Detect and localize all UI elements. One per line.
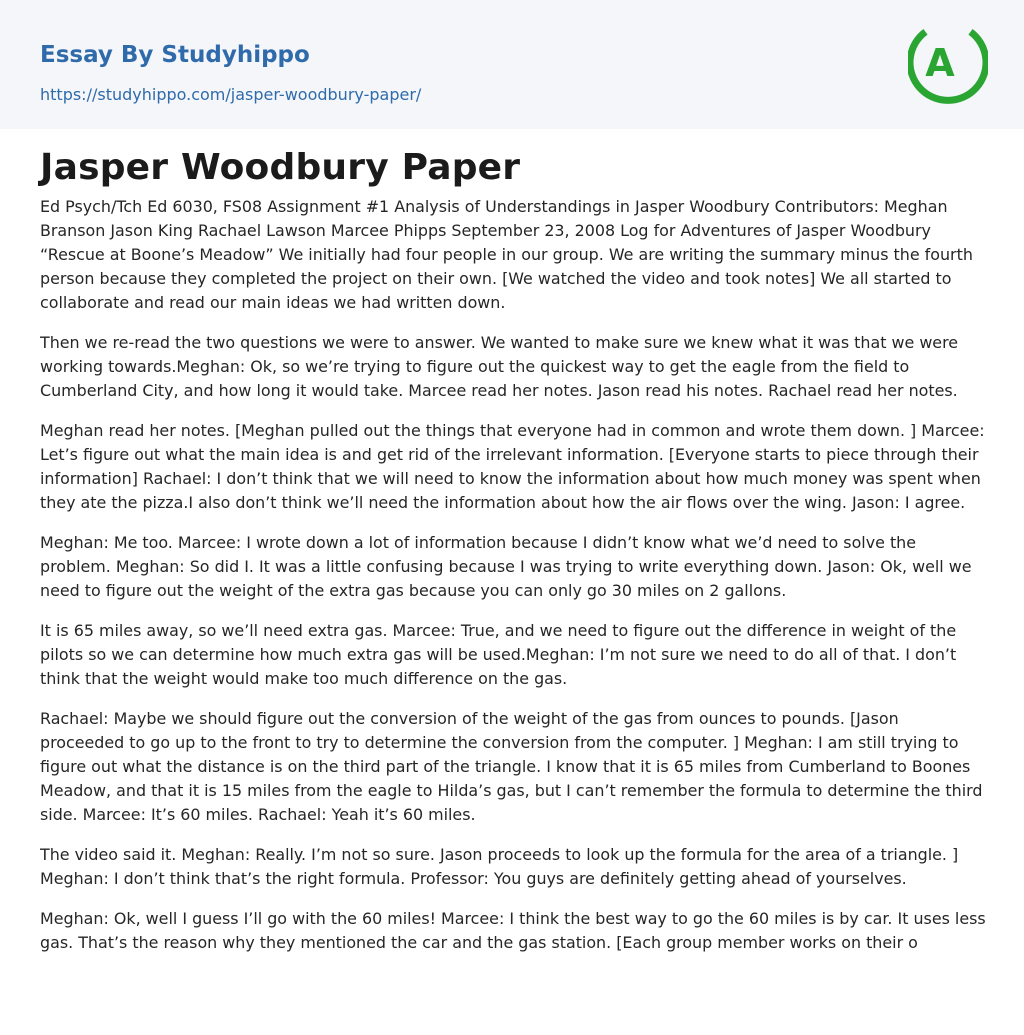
paragraph: Ed Psych/Tch Ed 6030, FS08 Assignment #1 Analysis of Understandings in Jasper Woodbury Contributors: Meghan Branson Jason King Rachael Lawson Marcee Phipps September 23, 2008 Log for Adventures of Jasper Woodbury “Rescue at Boone’s Meadow” We initially had four people in our group. We are writing the summary minus the fourth person because they completed the project on their own. [We watched the video and took notes] We all started to collaborate and read our main ideas we had written down. — [40, 197, 973, 312]
paragraph: It is 65 miles away, so we’ll need extra gas. Marcee: True, and we need to figure out the difference in weight of the pilots so we can determine how much extra gas will be used.Meghan: I’m not sure we need to do all of that. I don’t think that the weight would make too much difference on the gas. — [40, 621, 957, 688]
article-body — [40, 195, 986, 981]
paragraph: The video said it. Meghan: Really. I’m not so sure. Jason proceeds to look up the formula for the area of a triangle. ] Meghan: I don’t think that’s the right formula. Professor: You guys are definitely getting ahead of yourselves. — [40, 845, 959, 888]
paragraph: Then we re-read the two questions we were to answer. We wanted to make sure we knew what it was that we were working towards.Meghan: Ok, so we’re trying to figure out the quickest way to get the eagle from the field to Cumberland City, and how long it would take. Marcee read her notes. Jason read his notes. Rachael read her notes. — [40, 333, 959, 400]
brand-title[interactable]: Essay By Studyhippo — [40, 42, 310, 68]
page-url-link[interactable]: https://studyhippo.com/jasper-woodbury-paper/ — [40, 85, 422, 104]
paragraph: Meghan read her notes. [Meghan pulled out the things that everyone had in common and wrote them down. ] Marcee: Let’s figure out what the main idea is and get rid of the irrelevant information. [Everyone starts to piece through their information] Rachael: I don’t think that we will need to know the information about how much money was spent when they ate the pizza.I also don’t think we’ll need the information about how the air flows over the wing. Jason: I agree. — [40, 421, 985, 512]
paragraph: Rachael: Maybe we should figure out the conversion of the weight of the gas from ounces to pounds. [Jason proceeded to go up to the front to try to determine the conversion from the computer. ] Meghan: I am still trying to figure out what the distance is on the third part of the triangle. I know that it is 65 miles from Cumberland to Boones Meadow, and that it is 15 miles from the eagle to Hilda’s gas, but I can’t remember the formula to determine the third side. Marcee: It’s 60 miles. Rachael: Yeah it’s 60 miles. — [40, 709, 983, 824]
paragraph: Meghan: Me too. Marcee: I wrote down a lot of information because I didn’t know what we’d need to solve the problem. Meghan: So did I. It was a little confusing because I was trying to write everything down. Jason: Ok, well we need to figure out the weight of the extra gas because you can only go 30 miles on 2 gallons. — [40, 533, 972, 600]
site-header — [0, 0, 1024, 129]
article-title: Jasper Woodbury Paper — [40, 147, 521, 188]
logo-letter: A — [925, 41, 955, 85]
studyhippo-logo-icon[interactable] — [908, 18, 988, 106]
paragraph: Meghan: Ok, well I guess I’ll go with the 60 miles! Marcee: I think the best way to go the 60 miles is by car. It uses less gas. That’s the reason why they mentioned the car and the gas station. [Each group member works on their o — [40, 909, 986, 952]
